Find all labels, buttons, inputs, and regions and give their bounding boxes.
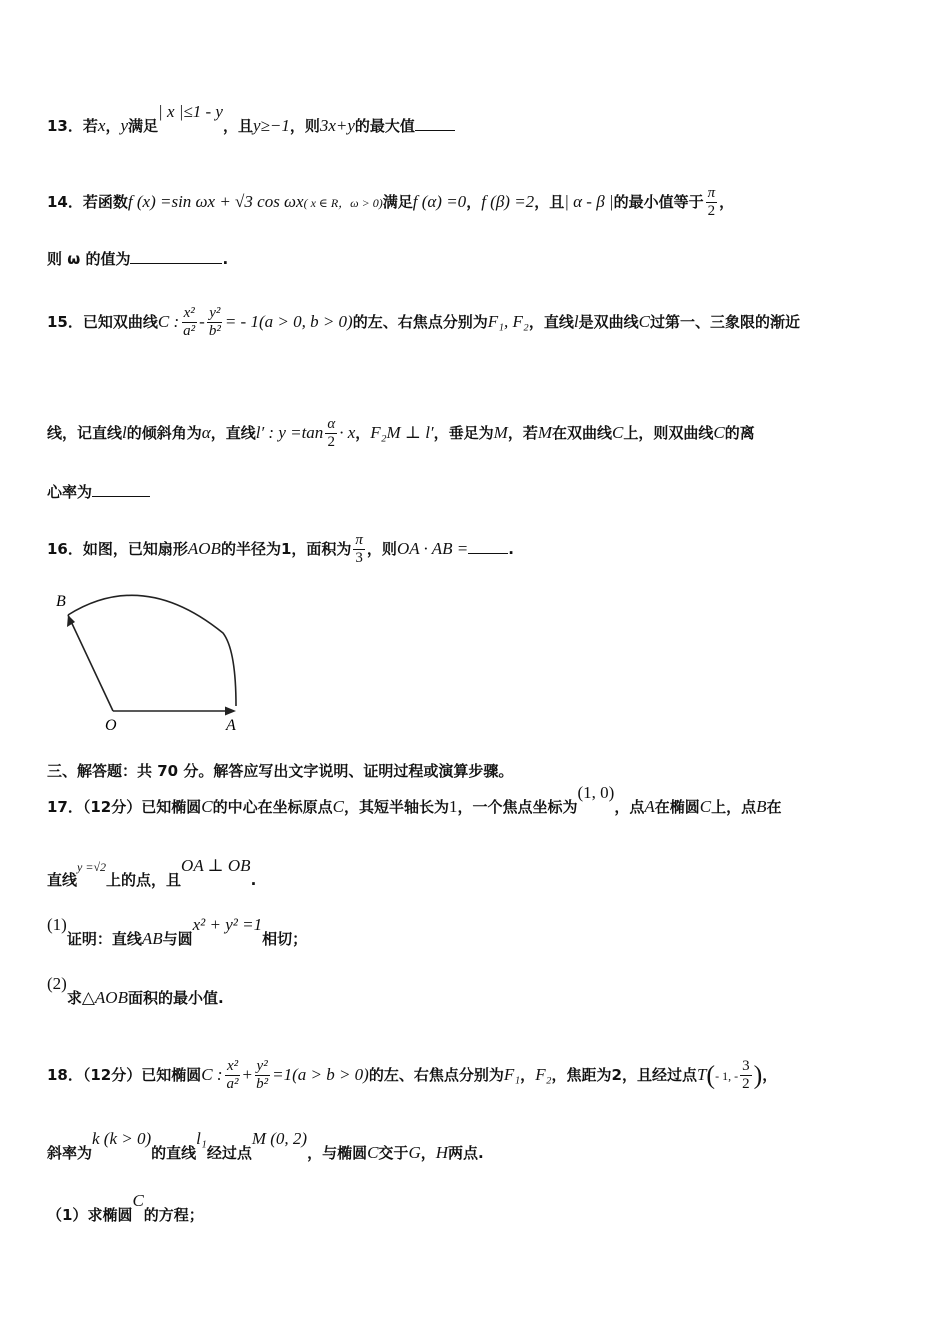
label-b: B — [56, 593, 66, 610]
answer-blank — [468, 539, 508, 554]
question-18: 18．（12分）已知椭圆C : $\frac{\text{x²}}{\text{a²}}$ + $\frac{\text{y²}}{\text{b²}}$ =1(a > b > 0)的左、右焦点分别为F₁，F₂，焦距为2，且经过点T(- 1, - $\frac{3}{2}$ )， — [47, 1058, 778, 1092]
pi-over-2-fraction: $\frac{\pi}{2}$ — [707, 185, 716, 219]
arrowhead-a — [225, 707, 236, 716]
question-15-line-2: 线，记直线l的倾斜角为α，直线l′ : y =tan $\frac{\alpha}{2}$ · x，F₂M ⊥ l′，垂足为M，若M在双曲线C上，则双曲线C的离 — [47, 416, 755, 450]
answer-blank — [92, 482, 150, 497]
section-heading: 三、解答题：共 70 分。解答应写出文字说明、证明过程或演算步骤。 — [47, 762, 514, 780]
question-17-part-1: (1)证明：直线AB与圆x² + y² =1相切； — [47, 915, 308, 948]
segment-ob — [68, 615, 113, 711]
question-17: 17．（12分）已知椭圆C的中心在坐标原点C，其短半轴长为1，一个焦点坐标为(1, 0)，点A在椭圆C上，点B在 — [47, 783, 782, 816]
q13-condition: | x |≤1 - y — [158, 102, 223, 121]
question-18-line-2: 斜率为k (k > 0)的直线l₁经过点M (0, 2)，与椭圆C交于G，H两点. — [47, 1129, 484, 1162]
answer-blank — [415, 116, 455, 131]
question-14: 14．若函数f (x) =sin ωx + √3 cos ωx( x ∈ R，ω > 0)满足f (α) =0，f (β) =2，且| α - β |的最小值等于 $\frac{\pi}{2}$ ， — [47, 185, 735, 219]
question-15-line-3: 心率为 — [47, 482, 150, 502]
arrowhead-b — [67, 615, 75, 627]
question-17-part-2: (2)求△AOB面积的最小值. — [47, 974, 224, 1007]
answer-blank — [130, 249, 222, 264]
question-16: 16．如图，已知扇形AOB的半径为1，面积为 $\frac{\pi}{3}$ ，则OA · AB = . — [47, 532, 514, 566]
question-13: 13．若x，y满足| x |≤1 - y，且y≥−1，则3x+y的最大值 — [47, 116, 455, 136]
label-a: A — [226, 717, 236, 734]
sector-figure — [48, 588, 248, 738]
question-18-part-1: （1）求椭圆C的方程； — [47, 1191, 204, 1224]
sector-arc — [68, 595, 236, 706]
question-17-line-2: 直线$^{y =√2}$上的点，且OA ⊥ OB. — [47, 856, 257, 889]
question-14-line-2: 则 ω 的值为 . — [47, 250, 229, 268]
label-o: O — [105, 717, 117, 734]
question-15: 15．已知双曲线C : $\frac{\text{x²}}{\text{a²}}$ - $\frac{\text{y²}}{\text{b²}}$ = - 1(a > 0, b > 0)的左、右焦点分别为F₁, F₂，直线l是双曲线C过第一、三象限的渐近 — [47, 305, 800, 339]
q14-function: f (x) =sin ωx + √3 cos ωx — [127, 192, 304, 211]
